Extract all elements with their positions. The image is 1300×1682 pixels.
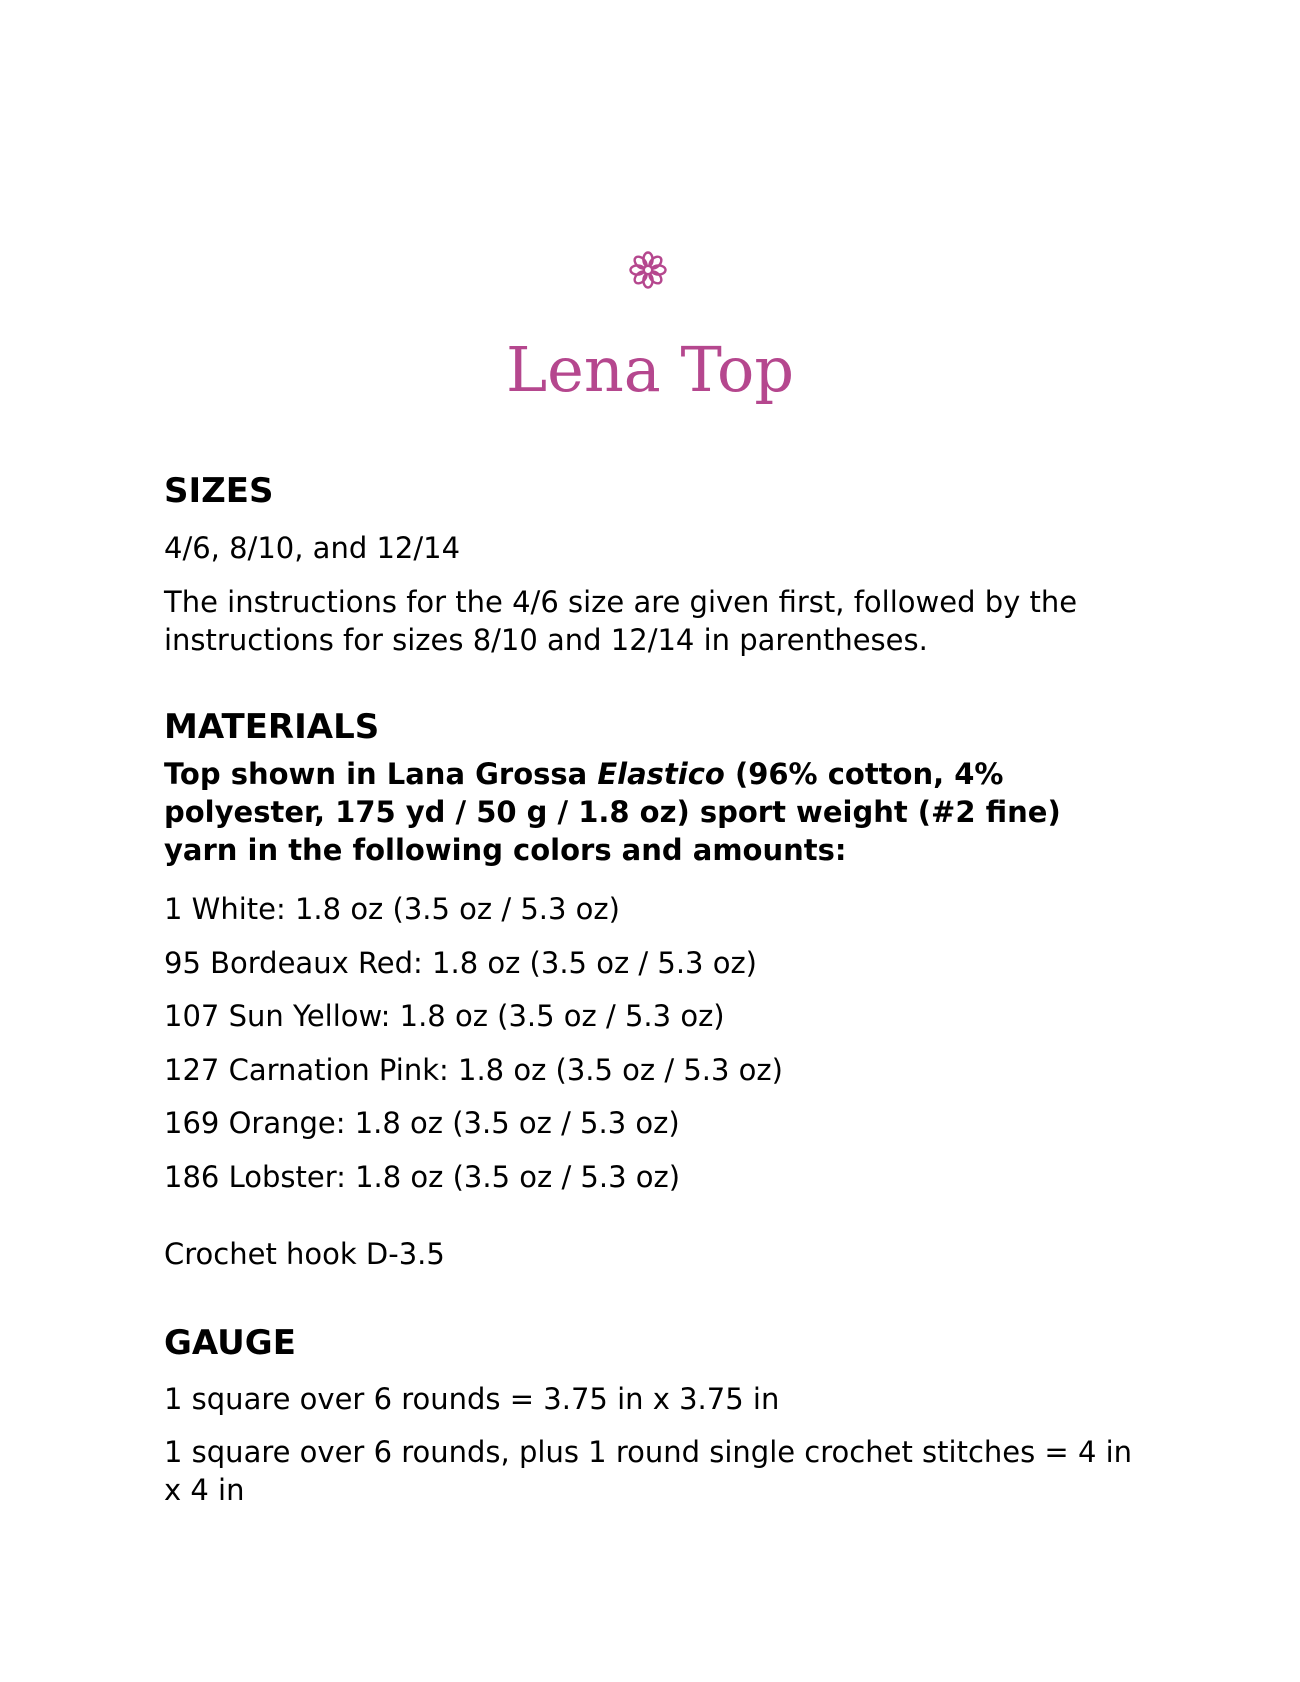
page-title: Lena Top — [505, 333, 795, 406]
color-item: 127 Carnation Pink: 1.8 oz (3.5 oz / 5.3 oz) — [164, 1052, 783, 1087]
yarn-prefix: Top shown in Lana Grossa — [164, 757, 598, 791]
color-list — [164, 890, 783, 1211]
color-item: 1 White: 1.8 oz (3.5 oz / 5.3 oz) — [164, 892, 620, 926]
sizes-note: The instructions for the 4/6 size are given first, followed by the instructions for sizes 8/10 and 12/14 in parentheses. — [164, 585, 1078, 657]
color-item: 107 Sun Yellow: 1.8 oz (3.5 oz / 5.3 oz) — [164, 999, 725, 1033]
gauge-line-1: 1 square over 6 rounds = 3.75 in x 3.75 in — [164, 1382, 780, 1416]
materials-heading: MATERIALS — [164, 707, 380, 747]
yarn-suffix: (96% cotton, 4% polyester, 175 yd / 50 g / 1.8 oz) sport weight (#2 fine) yarn in the following colors and amounts: — [164, 757, 1061, 867]
gauge-line-2: 1 square over 6 rounds, plus 1 round single crochet stitches = 4 in x 4 in — [164, 1435, 1133, 1507]
gauge-heading: GAUGE — [164, 1323, 296, 1363]
color-item: 95 Bordeaux Red: 1.8 oz (3.5 oz / 5.3 oz) — [164, 945, 757, 980]
yarn-name: Elastico — [597, 757, 725, 791]
crochet-hook: Crochet hook D-3.5 — [164, 1237, 445, 1271]
flower-ornament-icon — [628, 250, 668, 290]
sizes-heading: SIZES — [164, 471, 274, 511]
sizes-list: 4/6, 8/10, and 12/14 — [164, 531, 461, 565]
yarn-description — [164, 755, 1144, 869]
color-item: 169 Orange: 1.8 oz (3.5 oz / 5.3 oz) — [164, 1106, 680, 1140]
color-item: 186 Lobster: 1.8 oz (3.5 oz / 5.3 oz) — [164, 1159, 681, 1194]
